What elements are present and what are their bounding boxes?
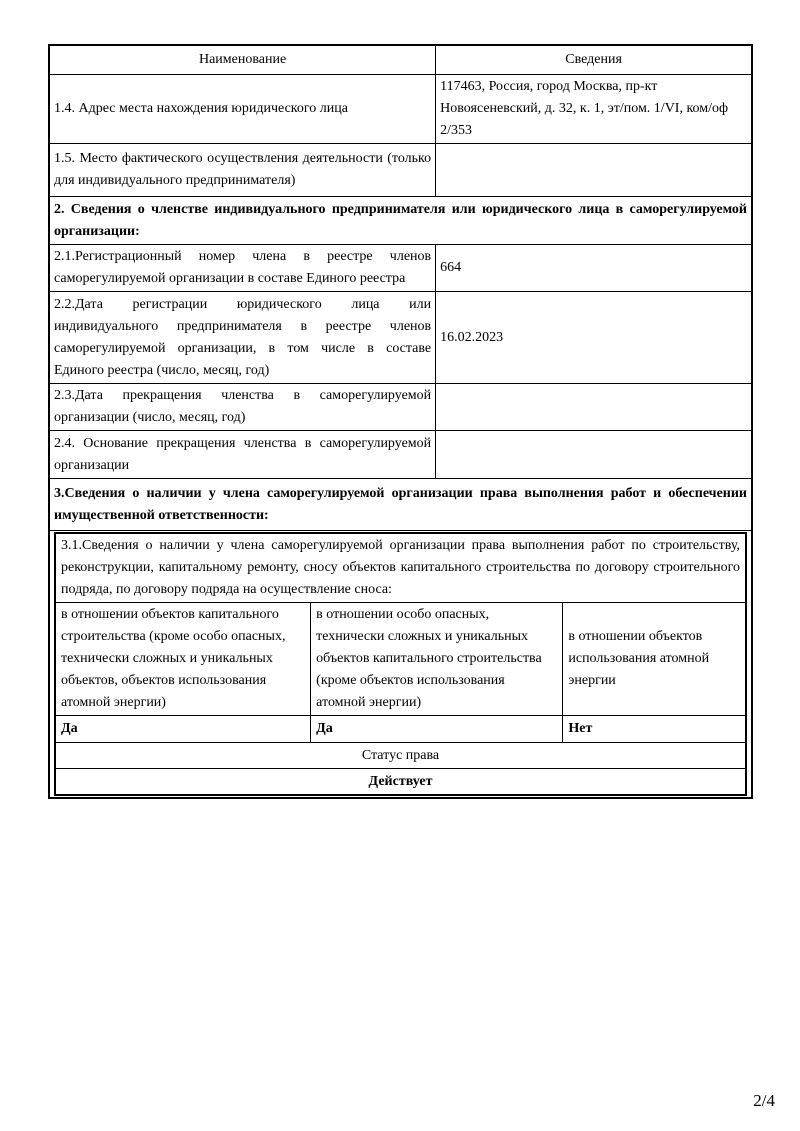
rights-criteria-row — [55, 603, 746, 716]
table-row — [49, 384, 752, 431]
header-value-cell: Сведения — [436, 45, 752, 75]
status-label-row — [55, 743, 746, 769]
table-row — [49, 431, 752, 479]
table-row — [49, 245, 752, 292]
row-2-4-label: 2.4. Основание прекращения членства в саморегулируемой организации — [49, 431, 436, 479]
value-hazardous-objects: Да — [311, 716, 563, 743]
value-nuclear-energy: Нет — [563, 716, 746, 743]
row-2-2-label: 2.2.Дата регистрации юридического лица или индивидуального предпринимателя в реестре членов саморегулируемой организации, в том числе в составе Единого реестра (число, месяц, год) — [49, 292, 436, 384]
row-2-3-value — [436, 384, 752, 431]
criterion-hazardous-objects: в отношении особо опасных, технически сложных и уникальных объектов капитального строительства (кроме объектов использования атомной энергии) — [311, 603, 563, 716]
table-row — [49, 292, 752, 384]
table-row — [49, 144, 752, 197]
criterion-nuclear-energy: в отношении объектов использования атомной энергии — [563, 603, 746, 716]
section-3-body-row — [49, 531, 752, 799]
value-capital-construction: Да — [55, 716, 311, 743]
header-name-cell: Наименование — [49, 45, 436, 75]
row-1-4-value: 117463, Россия, город Москва, пр-кт Новоясеневский, д. 32, к. 1, эт/пом. 1/VI, ком/оф 2/353 — [436, 75, 752, 144]
status-value-row — [55, 769, 746, 796]
table-header-row — [49, 45, 752, 75]
section-3-title: 3.Сведения о наличии у члена саморегулируемой организации права выполнения работ и обеспечении имущественной ответственности: — [49, 479, 752, 531]
status-value: Действует — [55, 769, 746, 796]
section-2-title: 2. Сведения о членстве индивидуального предпринимателя или юридического лица в саморегулируемой организации: — [49, 197, 752, 245]
page-number: 2/4 — [753, 1091, 775, 1110]
row-2-2-value: 16.02.2023 — [436, 292, 752, 384]
section-2-title-row — [49, 197, 752, 245]
row-2-3-label: 2.3.Дата прекращения членства в саморегулируемой организации (число, месяц, год) — [49, 384, 436, 431]
row-2-4-value — [436, 431, 752, 479]
subsection-3-1-title-row — [55, 533, 746, 603]
subsection-3-1-title: 3.1.Сведения о наличии у члена саморегулируемой организации права выполнения работ по строительству, реконструкции, капитальному ремонту, сносу объектов капитального строительства по договору строительного подряда, по договору подряда на осуществление сноса: — [55, 533, 746, 603]
row-2-1-label: 2.1.Регистрационный номер члена в реестре членов саморегулируемой организации в составе Единого реестра — [49, 245, 436, 292]
registry-table — [48, 44, 753, 799]
row-1-5-label: 1.5. Место фактического осуществления деятельности (только для индивидуального предпринимателя) — [49, 144, 436, 197]
rights-table — [54, 532, 747, 796]
section-3-container — [49, 531, 752, 799]
row-1-4-label: 1.4. Адрес места нахождения юридического лица — [49, 75, 436, 144]
status-label: Статус права — [55, 743, 746, 769]
row-2-1-value: 664 — [436, 245, 752, 292]
section-3-title-row — [49, 479, 752, 531]
row-1-5-value — [436, 144, 752, 197]
rights-values-row — [55, 716, 746, 743]
table-row — [49, 75, 752, 144]
criterion-capital-construction: в отношении объектов капитального строительства (кроме особо опасных, технически сложных и уникальных объектов, объектов использования атомной энергии) — [55, 603, 311, 716]
